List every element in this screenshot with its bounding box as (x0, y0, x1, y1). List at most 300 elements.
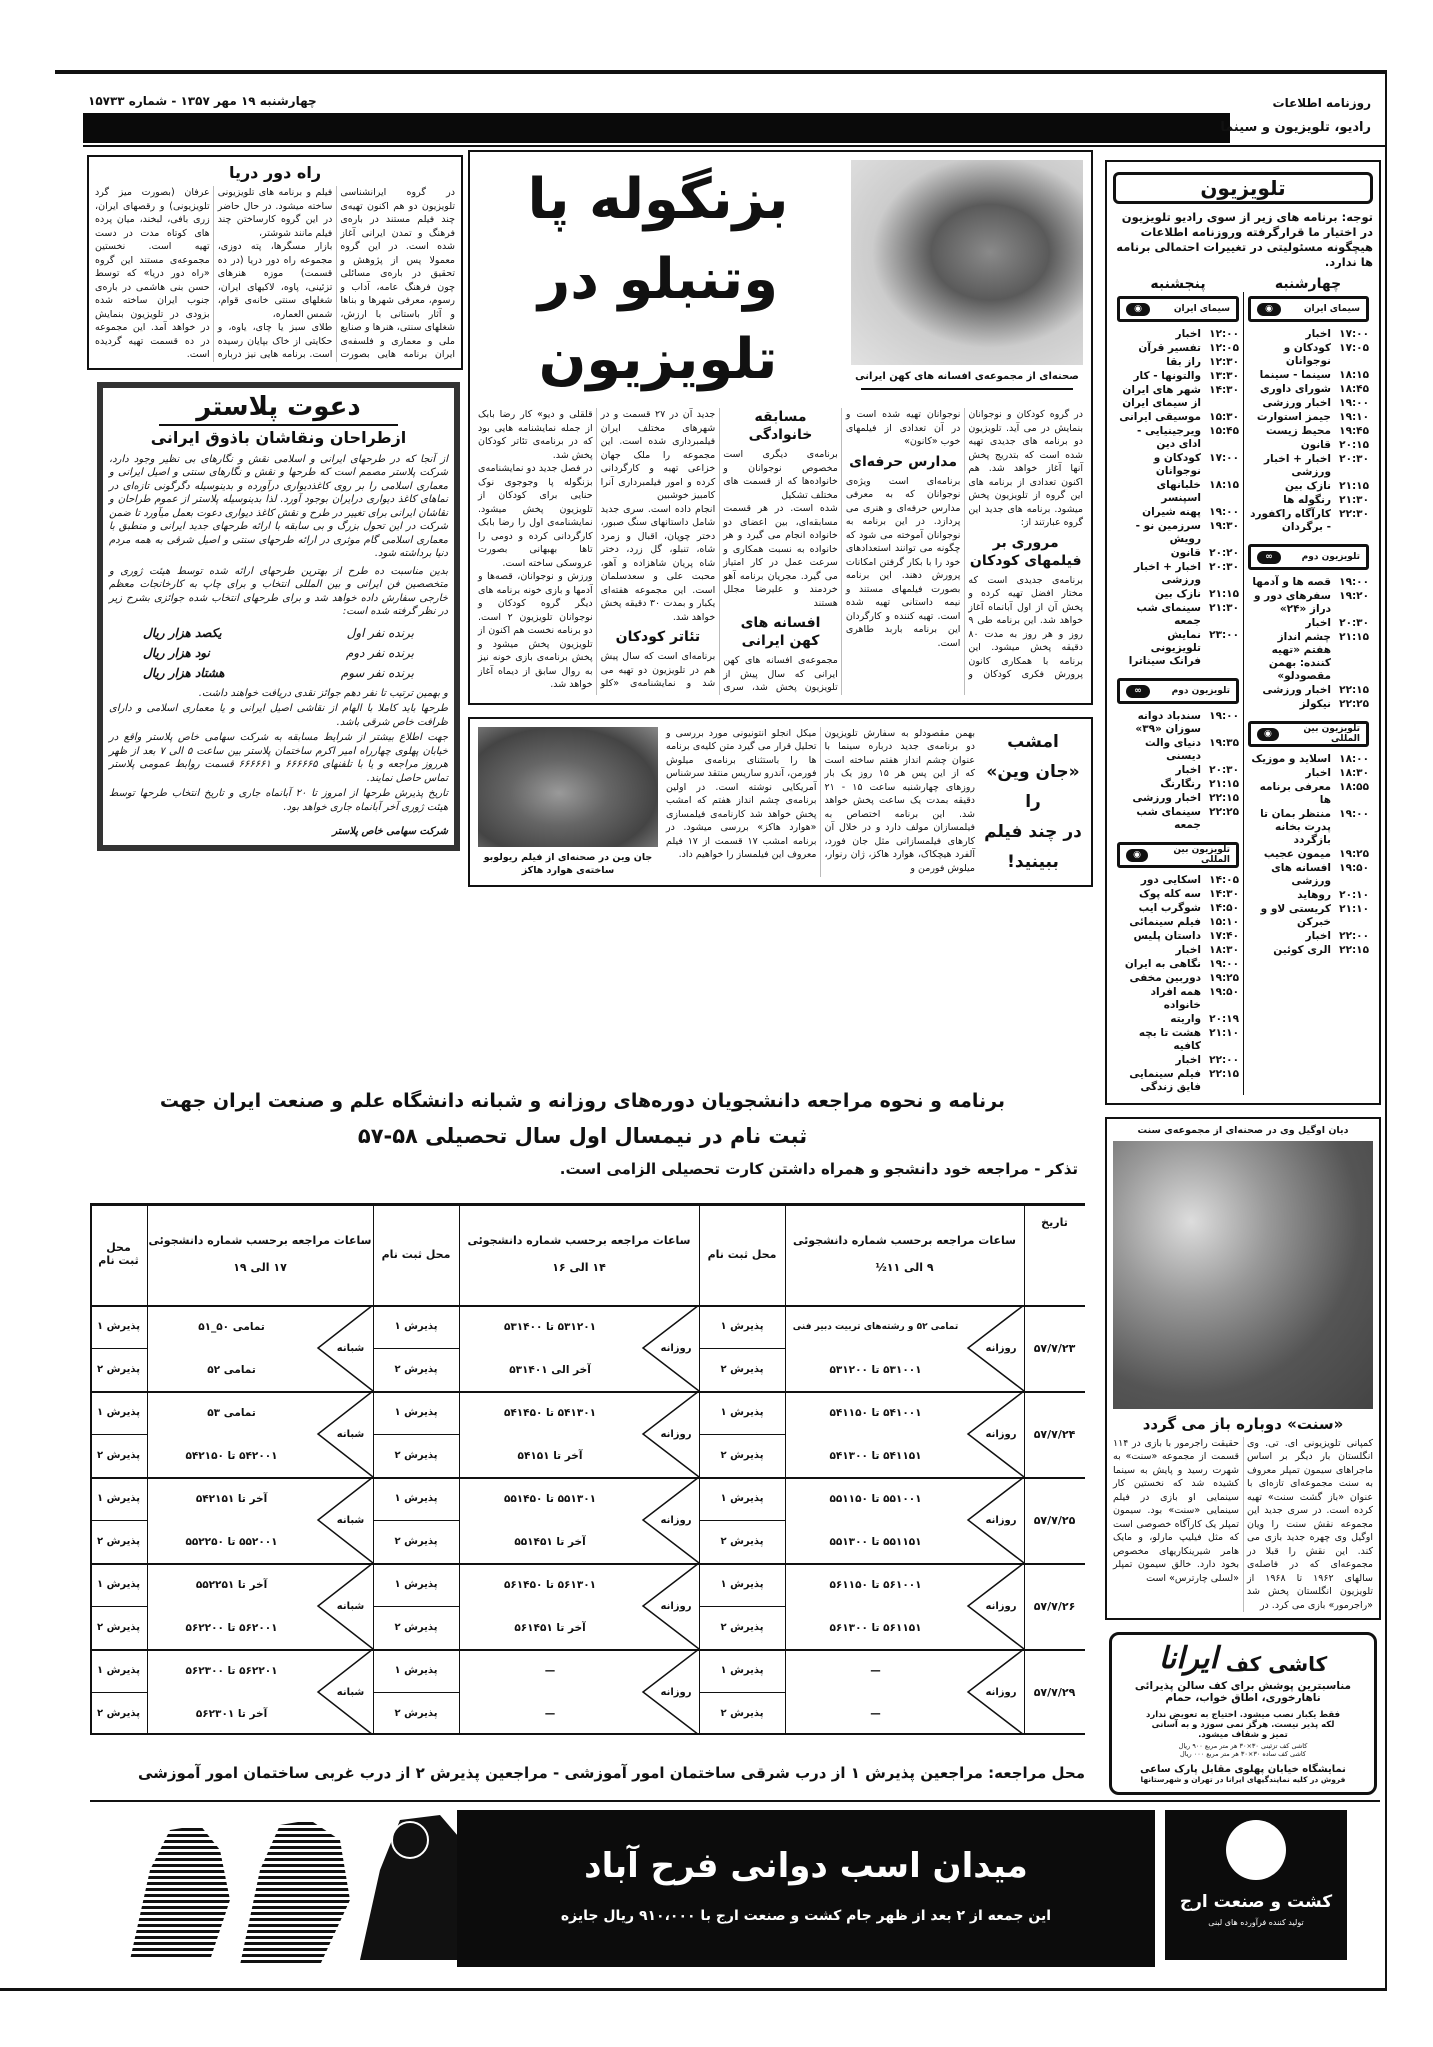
reception-desk: پذیرش ۱ (394, 1493, 438, 1504)
feature-lead: در گروه کودکان و نوجوانان بنمایش در می آید. تلویزیون دو برنامه های جدیدی تهیه شده است که بتدریج پخش آنها آغاز خواهد شد. هم اکنون تعدادی از برنامه های این گروه از تلویزیون پخش میشود. برنامه های جدید این گروه عبارتند از: (968, 409, 1083, 528)
registration-title-2: ثبت نام در نیمسال اول سال تحصیلی ۵۸-۵۷ (357, 1124, 808, 1148)
program-row (1117, 425, 1239, 451)
program-title: اخبار ورزشی (1132, 792, 1201, 804)
session-type: روزانه (985, 1600, 1017, 1612)
date-issue: چهارشنبه ۱۹ مهر ۱۳۵۷ - شماره ۱۵۷۳۳ (88, 94, 317, 108)
program-time: ۲۰:۳۰ (1339, 453, 1369, 465)
race-ad (110, 1810, 1350, 1970)
saint-article (1105, 1117, 1381, 1620)
program-row (1117, 1068, 1239, 1094)
program-time: ۱۹:۲۰ (1339, 590, 1369, 602)
program-row (1248, 480, 1369, 493)
student-number-range: آخر الی ۵۳۱۴۰۱ (509, 1363, 591, 1376)
registration-note: تذکر - مراجعه خود دانشجو و همراه داشتن کارت تحصیلی الزامی است. (559, 1160, 1078, 1178)
caption-rule (861, 388, 1073, 390)
kashi-price-2: کاشی کف ساده ۳۰×۳۰ هر متر مربع ۰۰۰ ریال (1180, 1750, 1306, 1758)
program-time: ۱۸:۴۵ (1339, 383, 1369, 395)
student-number-range: تمامی ۵۳ (207, 1406, 256, 1419)
program-title: کارآگاه راکفورد - برگردان (1250, 508, 1331, 533)
program-row (1117, 384, 1239, 410)
program-time: ۱۸:۱۵ (1209, 479, 1239, 491)
program-row (1117, 1013, 1239, 1026)
tv-columns (1113, 292, 1373, 1095)
program-time: ۱۹:۰۰ (1339, 397, 1369, 409)
program-row (1117, 328, 1239, 341)
program-row (1117, 479, 1239, 505)
program-time: ۱۷:۰۰ (1339, 328, 1369, 340)
program-row (1248, 631, 1369, 683)
student-number-range: — (870, 1707, 881, 1720)
program-row (1117, 710, 1239, 736)
title-line: امشب (1007, 731, 1059, 752)
title-line: «جان وین» را (986, 761, 1080, 812)
session-type: روزانه (660, 1600, 692, 1612)
program-row (1117, 452, 1239, 478)
program-title: ویرجینیایی - ادای دین (1137, 425, 1201, 450)
student-number-range: آخر تا ۵۶۱۴۵۱ (514, 1621, 586, 1634)
channel-header (1248, 544, 1369, 570)
column-heading: مسابقه خانوادگی (748, 409, 813, 443)
program-title: افسانه های ورزشی (1271, 862, 1331, 887)
program-time: ۲۲:۱۵ (1339, 944, 1369, 956)
reception-desk: پذیرش ۲ (720, 1536, 764, 1547)
reception-desk: پذیرش ۲ (97, 1708, 140, 1719)
top-rule (55, 70, 1385, 74)
program-row (1248, 889, 1369, 902)
prize-rank: برنده نفر دوم (345, 645, 414, 660)
program-time: ۲۰:۱۹ (1209, 1013, 1239, 1025)
student-number-range: ۵۴۱۳۰۱ تا ۵۴۱۴۵۰ (503, 1406, 597, 1419)
reception-desk: پذیرش ۱ (97, 1407, 140, 1418)
program-title: اخبار (1305, 767, 1331, 779)
program-title: قانون (1170, 547, 1201, 559)
article-col-3: طلای سبز یا چای، یاوه، و حکایتی از خاک بپایان رسیده است. برنامه هایی نیز درباره عرفان (بصورت میز گرد تلویزیونی) و رقصهای ایران، زری بافی، لبخند، میان پرده های کوتاه مدت در دست تهیه است. نخستین مجموعه‌ی مستند این گروه «راه دور دریا» که توسط حسن بنی هاشمی در باره‌ی جنوب ایران ساخته شده بزودی در تلویزیون بنمایش در خواهد آمد. این مجموعه در ده قسمت تهیه گردیده است. (95, 187, 333, 360)
program-row (1117, 888, 1239, 901)
channel-header (1117, 678, 1239, 704)
student-number-range: ۵۶۱۱۵۱ تا ۵۶۱۳۰۰ (829, 1621, 922, 1634)
program-title: سینمای شب جمعه (1136, 806, 1201, 831)
ad-para-6: تاریخ پذیرش طرحها از امروز تا ۲۰ آبانماه جاری و تاریخ انتخاب طرحها توسط هیئت ژوری آخر آبانماه جاری خواهد بود. (109, 788, 449, 813)
kashi-header (1116, 1641, 1370, 1676)
row-date: ۵۷/۷/۲۶ (1033, 1599, 1076, 1613)
program-row (1117, 520, 1239, 546)
prize-amount: نود هزار ریال (143, 645, 210, 660)
row-date: ۵۷/۷/۲۹ (1033, 1685, 1076, 1699)
program-time: ۱۸:۰۰ (1339, 753, 1369, 765)
program-title: چشم انداز هفتم «تهیه کننده: بهمن مقصودلو» (1268, 631, 1331, 682)
hours-slot: ۱۷ الی ۱۹ (233, 1261, 287, 1274)
sponsor-name: کشت و صنعت ارج (1179, 1892, 1333, 1912)
footer-rule (90, 1800, 1380, 1802)
program-title: اخبار (1175, 944, 1201, 956)
program-title: محیط زیست (1265, 425, 1331, 437)
program-row (1117, 930, 1239, 943)
program-time: ۲۳:۰۰ (1209, 629, 1239, 641)
channel-name: سیمای ایران (1303, 304, 1360, 314)
program-title: اخبار (1305, 617, 1331, 629)
ad-para-5: جهت اطلاع بیشتر از شرایط مسابقه به شرکت سهامی خاص پلاستر واقع در خیابان پهلوی چهارراه امیر اکرم ساختمان پلاستر بین ساعت ۵ الی ۷ بعد از ظهر هرروز مراجعه و یا با تلفنهای ۶۶۶۶۶۵ و ۶۶۶۶۶۱ قسمت روابط عمومی پلاستر تماس حاصل نمایند. (109, 732, 449, 784)
john-wayne-caption: جان وین در صحنه‌ای از فیلم ریولوبو ساخته‌ی هوارد هاکز (483, 851, 653, 876)
headline-line-1: بزنگوله پا (527, 167, 789, 232)
program-time: ۱۲:۰۵ (1209, 342, 1239, 354)
program-time: ۱۳:۳۰ (1209, 370, 1239, 382)
session-type: روزانه (660, 1428, 692, 1440)
column-text: برنامه‌ی دیگری است مخصوص نوجوانان و خانواده‌ها که از قسمت های مختلف تشکیل (723, 449, 838, 501)
saint-photo (1113, 1141, 1373, 1409)
channel-name: تلویزیون بین المللی (1303, 724, 1360, 744)
john-wayne-title (983, 727, 1083, 877)
table-divider (90, 1606, 147, 1607)
program-row (1248, 781, 1369, 807)
table-divider (90, 1520, 147, 1521)
program-title: شهر های ایران از سیمای ایران (1122, 384, 1201, 409)
table-divider (373, 1692, 459, 1693)
header-place: محل ثبت نام (707, 1247, 777, 1261)
session-type: شبانه (336, 1600, 365, 1612)
program-row (1117, 792, 1239, 805)
program-title: قانون (1300, 439, 1331, 451)
program-title: معرفی برنامه ها (1259, 781, 1331, 806)
program-title: اخبار (1175, 1054, 1201, 1066)
program-title: سندباد دوانه سوزان «۳۹» (1135, 710, 1201, 735)
program-row (1248, 453, 1369, 479)
program-title: فیلم سینمایی فایق زندگی (1129, 1068, 1201, 1093)
channel-header (1117, 296, 1239, 322)
reception-desk: پذیرش ۲ (720, 1708, 764, 1719)
program-time: ۱۸:۵۵ (1339, 781, 1369, 793)
reception-desk: پذیرش ۲ (394, 1536, 438, 1547)
program-row (1248, 369, 1369, 382)
program-title: داستان پلیس (1133, 930, 1201, 942)
program-title: نیکولز (1299, 698, 1331, 710)
sponsor-logo-box (1165, 1810, 1347, 1960)
program-time: ۲۰:۲۰ (1209, 547, 1239, 559)
saint-text (1113, 1437, 1373, 1613)
table-divider (90, 1692, 147, 1693)
article-title: راه دور دریا (228, 163, 322, 182)
program-row (1248, 439, 1369, 452)
wednesday-schedule (1243, 292, 1373, 1095)
row-date: ۵۷/۷/۲۳ (1033, 1341, 1076, 1355)
column-heading: افسانه های کهن ایرانی (740, 615, 821, 649)
program-title: الری کوئین (1273, 944, 1331, 956)
session-type: روزانه (985, 1428, 1017, 1440)
program-title: کریستی لاو و خبرکن (1260, 903, 1331, 928)
john-wayne-col-1: بهمن مقصودلو به سفارش تلویزیون دو برنامه‌ی جدید درباره سینما با عنوان چشم انداز هفتم ساخته است که از این پس هر ۱۵ روز یک بار روزهای چهارشنبه ساعت ۱۵ - ۲۱ دقیقه بمدت یک ساعت پخش خواهد شد. این برنامه اختصاص به فیلمسازان مولف دارد و در خلال آن کارهای فیلمسازانی مثل جان فورد، آلفرد هیچکاک، هوارد هاکز، ژان رنوار، میلوش فورمن و (824, 727, 975, 874)
program-time: ۱۹:۵۰ (1209, 986, 1239, 998)
program-row (1117, 342, 1239, 355)
right-border (1385, 70, 1387, 1990)
program-time: ۲۲:۲۵ (1209, 806, 1239, 818)
program-time: ۱۹:۰۰ (1339, 808, 1369, 820)
program-time: ۱۵:۱۰ (1209, 916, 1239, 928)
program-time: ۲۲:۱۵ (1339, 684, 1369, 696)
session-type: روزانه (660, 1342, 692, 1354)
program-time: ۲۲:۰۰ (1339, 930, 1369, 942)
program-time: ۱۵:۴۵ (1209, 425, 1239, 437)
program-row (1248, 508, 1369, 534)
program-title: سه کله پوک (1138, 888, 1201, 900)
program-title: همه افراد خانواده (1150, 986, 1201, 1011)
program-title: هشت تا بچه کافیه (1138, 1027, 1201, 1052)
reception-desk: پذیرش ۲ (97, 1450, 140, 1461)
john-wayne-col-2: میکل انجلو انتونیونی مورد بررسی و تحلیل قرار می گیرد متن کلیه‌ی برنامه ها را باستثنای برنامه‌ی میلوش فورمن، آندرو ساریس منتقد سرشناس آمریکایی نوشته است. در اولین برنامه‌ی چشم انداز هفتم که امشب پخش خواهد شد کارنامه‌ی فیلمسازی «هوارد هاکز» بررسی میشود. در برنامه امشب ۱۷ قسمت از ۱۷ فیلم معروف این فیلمساز را خواهیم داد. (666, 727, 817, 860)
program-time: ۱۸:۱۵ (1339, 369, 1369, 381)
session-type: شبانه (336, 1686, 365, 1698)
program-title: کودکان و نوجوانان (1283, 342, 1331, 367)
sponsor-tagline: تولید کننده فرآورده های لبنی (1208, 1918, 1304, 1927)
ad-signature: شرکت سهامی خاص پلاستر (332, 826, 448, 837)
student-number-range: ۵۶۱۰۰۱ تا ۵۶۱۱۵۰ (829, 1578, 922, 1591)
program-row (1117, 778, 1239, 791)
program-time: ۱۴:۰۵ (1209, 874, 1239, 886)
program-title: نمایش تلویزیونی فرانک سیناترا (1128, 629, 1201, 667)
program-row (1248, 944, 1369, 957)
program-time: ۱۹:۵۰ (1339, 862, 1369, 874)
program-time: ۱۸:۳۰ (1339, 767, 1369, 779)
program-row (1117, 916, 1239, 929)
program-time: ۱۷:۰۰ (1209, 452, 1239, 464)
program-title: اخبار (1175, 764, 1201, 776)
prize-list (143, 623, 414, 683)
program-row (1248, 930, 1369, 943)
program-row (1248, 617, 1369, 630)
program-row (1117, 588, 1239, 601)
program-time: ۲۲:۱۵ (1209, 792, 1239, 804)
hours-slot: ۹ الی ۱۱½ (875, 1261, 934, 1274)
kashi-line-3: فقط یکبار نصب میشود. احتیاج به تعویض ندارد (1145, 1710, 1341, 1720)
program-row (1248, 808, 1369, 847)
program-row (1117, 944, 1239, 957)
reception-desk: پذیرش ۲ (97, 1536, 140, 1547)
program-title: میمون عجیب (1263, 848, 1331, 860)
table-divider (90, 1434, 147, 1435)
student-number-range: تمامی ۵۲ (207, 1363, 256, 1376)
student-number-range: آخر تا ۵۵۲۲۵۱ (195, 1578, 268, 1591)
program-time: ۲۱:۱۵ (1339, 631, 1369, 643)
column-text: در فصل جدید دو نمایشنامه‌ی بزنگوله پا وجوجوی نوک حنایی برای کودکان از تلویزیون پخش میشود. نمایشنامه‌ی اول را رضا بابک کارگردانی کرده و دومی را تاها بهبهانی بصورت عروسکی ساخته است. (478, 463, 593, 569)
tv-title-box (1113, 172, 1373, 204)
photo-caption: صحنه‌ای از مجموعه‌ی افسانه های کهن ایرانی (855, 371, 1079, 382)
john-wayne-box (468, 717, 1093, 887)
reception-desk: پذیرش ۱ (720, 1321, 764, 1332)
table-divider (373, 1520, 459, 1521)
program-row (1117, 874, 1239, 887)
program-time: ۱۴:۳۰ (1209, 384, 1239, 396)
program-time: ۲۰:۳۰ (1339, 617, 1369, 629)
irana-logo: ایرانا (1158, 1641, 1218, 1676)
program-time: ۱۹:۲۵ (1209, 972, 1239, 984)
headline-line-2: وتنبلو در (538, 247, 778, 312)
program-row (1248, 411, 1369, 424)
program-row (1117, 547, 1239, 560)
channel-name: تلویزیون بین المللی (1173, 845, 1230, 865)
tv-schedule-box (1105, 160, 1381, 1105)
program-row (1248, 862, 1369, 888)
kashi-showroom: نمایشگاه خیابان پهلوی مقابل پارک ساعی (1140, 1764, 1346, 1775)
program-title: نگاهی به ایران (1124, 958, 1201, 970)
program-row (1117, 506, 1239, 519)
program-row (1248, 328, 1369, 341)
program-title: اسکایی دور (1140, 874, 1201, 886)
tv-day-headers (1113, 276, 1373, 292)
reception-desk: پذیرش ۱ (97, 1321, 140, 1332)
middle-column (468, 150, 1093, 887)
program-time: ۱۹:۲۵ (1339, 848, 1369, 860)
channel-logo-icon: ◉ (1126, 303, 1150, 316)
program-row (1117, 806, 1239, 832)
student-number-range: تمامی ۵۰_۵۱ (198, 1320, 265, 1333)
student-number-range: آخر تا ۵۴۲۱۵۱ (195, 1492, 268, 1505)
reception-desk: پذیرش ۲ (394, 1450, 438, 1461)
prize-amount: یکصد هزار ریال (143, 625, 222, 640)
program-row (1117, 602, 1239, 628)
student-number-range: ۵۶۲۲۰۱ تا ۵۶۲۳۰۰ (185, 1664, 278, 1677)
thursday-schedule (1113, 292, 1243, 1095)
kashi-price-1: کاشی کف تزئینی ۳۰×۳۰ هر متر مربع ۹۰۰ ریال (1178, 1742, 1308, 1750)
student-number-range: — (870, 1664, 881, 1677)
student-number-range: ۵۵۱۰۰۱ تا ۵۵۱۱۵۰ (829, 1492, 922, 1505)
reception-desk: پذیرش ۲ (720, 1622, 764, 1633)
hours-label: ساعات مراجعه برحسب شماره دانشجوئی (793, 1234, 1016, 1247)
program-time: ۲۱:۱۵ (1209, 588, 1239, 600)
headline-feature (468, 150, 1093, 705)
table-divider (699, 1434, 785, 1435)
feature-top (478, 160, 1083, 400)
program-title: منتظر بمان تا پدرت بخانه بازگردد (1260, 808, 1331, 846)
right-column (1105, 160, 1381, 1795)
program-title: اخبار ورزشی (1262, 684, 1331, 696)
program-title: سفرهای دور و دراز «۲۴» (1253, 590, 1331, 615)
row-date: ۵۷/۷/۲۴ (1033, 1427, 1076, 1441)
program-title: فیلم سینمائی (1129, 916, 1201, 928)
registration-title-1: برنامه و نحوه مراجعه دانشجویان دوره‌های روزانه و شبانه دانشگاه علم و صنعت ایران جهت (159, 1090, 1006, 1112)
reception-desk: پذیرش ۱ (720, 1665, 764, 1676)
program-row (1248, 590, 1369, 616)
row-date: ۵۷/۷/۲۵ (1033, 1513, 1076, 1527)
program-time: ۱۹:۱۰ (1339, 411, 1369, 423)
student-number-range: ۵۶۲۰۰۱ تا ۵۶۲۲۰۰ (185, 1621, 278, 1634)
reception-desk: پذیرش ۱ (97, 1493, 140, 1504)
column-text: برنامه‌ی جدیدی است که مختار افضل تهیه کرده و پخش آن از اول آبانماه آغاز خواهد شد. این برنامه طی ۹ روز و هر روز به مدت ۸۰ دقیقه پخش میشود. این برنامه با همکاری کانون پرورش فکری کودکان و نوجوانان تهیه شده است و در آن تعدادی از فیلمهای خوب «کانون» (845, 409, 1083, 680)
program-title: اخبار (1305, 930, 1331, 942)
reception-desk: پذیرش ۱ (394, 1665, 438, 1676)
program-title: دنیای والت دیسنی (1144, 737, 1201, 762)
column-heading: مروری بر فیلمهای کودکان (969, 534, 1082, 569)
channel-logo-icon: ∞ (1257, 551, 1281, 564)
ad-para-3: و بهمین ترتیب تا نفر دهم جوائز نقدی دریافت خواهند داشت. (198, 687, 448, 699)
program-title: رنگوله ها (1283, 494, 1331, 506)
article-columns (95, 186, 455, 362)
bottom-rule (0, 1988, 1387, 1991)
program-title: اخبار + اخبار ورزشی (1264, 453, 1331, 478)
reception-desk: پذیرش ۲ (720, 1364, 764, 1375)
session-type: روزانه (660, 1514, 692, 1526)
race-ad-title: میدان اسب دوانی فرح آباد (584, 1846, 1028, 1886)
kashi-title: کاشی کف (1225, 1652, 1328, 1676)
program-time: ۱۹:۰۰ (1339, 576, 1369, 588)
program-time: ۱۲:۳۰ (1209, 356, 1239, 368)
header-hours (147, 1203, 373, 1305)
student-number-range: ۵۴۱۰۰۱ تا ۵۴۱۱۵۰ (829, 1406, 922, 1419)
student-number-range: ۵۵۱۳۰۱ تا ۵۵۱۴۵۰ (503, 1492, 597, 1505)
student-number-range: ۵۵۲۰۰۱ تا ۵۵۲۲۵۰ (185, 1535, 278, 1548)
program-title: جیمز استوارت (1256, 411, 1331, 423)
headline-line-3: تلویزیون (538, 327, 778, 392)
program-row (1117, 958, 1239, 971)
section-banner (83, 113, 1230, 143)
reception-desk: پذیرش ۱ (97, 1579, 140, 1590)
program-time: ۲۱:۱۰ (1209, 1027, 1239, 1039)
hours-slot: ۱۴ الی ۱۶ (552, 1261, 606, 1274)
channel-logo-icon: ◉ (1126, 849, 1148, 862)
program-time: ۲۲:۰۰ (1209, 1054, 1239, 1066)
channel-name: تلویزیون دوم (1301, 552, 1360, 562)
program-title: اخبار ورزشی (1262, 397, 1331, 409)
reception-desk: پذیرش ۱ (720, 1407, 764, 1418)
program-title: تفسیر قرآن (1138, 342, 1201, 354)
section-title: رادیو، تلویزیون و سینما (1220, 120, 1371, 135)
registration-footer: محل مراجعه: مراجعین پذیرش ۱ از درب شرقی ساختمان امور آموزشی - مراجعین پذیرش ۲ از درب غربی ساختمان امور آموزشی (137, 1764, 1085, 1782)
program-time: ۱۲:۰۰ (1209, 328, 1239, 340)
kashi-line-2: ناهارخوری، اطاق خواب، حمام (1165, 1692, 1321, 1704)
student-number-range: ۵۶۱۳۰۱ تا ۵۶۱۴۵۰ (503, 1578, 597, 1591)
channel-name: سیمای ایران (1173, 304, 1230, 314)
channel-logo-icon: ◉ (1257, 728, 1279, 741)
column-text: مجموعه‌ی افسانه های کهن ایرانی که سال پیش از تلویزیون پخش شد، سری جدید آن در ۲۷ قسمت و در شهرهای مختلف ایران فیلمبرداری شده است. این مجموعه را ملک جهان خزاعی تهیه و کارگردانی کرده و امور فیلمبرداری آنرا کامبیز خوشبین (600, 409, 838, 693)
program-time: ۱۹:۳۰ (1209, 520, 1239, 532)
ad-title: دعوت پلاستر (196, 391, 361, 422)
ad-para-4: طرحها باید کاملا با الهام از نقاشی اصیل ایرانی و یا معماری اسلامی و دارای ظرافت خاص شرقی باشد. (109, 703, 448, 728)
hours-label: ساعات مراجعه برحسب شماره دانشجوئی (467, 1234, 691, 1247)
table-divider (699, 1520, 785, 1521)
tv-title: تلویزیون (1200, 176, 1286, 200)
program-row (1248, 397, 1369, 410)
program-time: ۲۰:۱۵ (1339, 439, 1369, 451)
program-row (1117, 1027, 1239, 1053)
reception-desk: پذیرش ۱ (720, 1493, 764, 1504)
program-title: پهنه شیران (1142, 506, 1201, 518)
channel-header (1248, 296, 1369, 322)
reception-desk: پذیرش ۲ (394, 1622, 438, 1633)
program-row (1117, 764, 1239, 777)
tv-notice: توجه: برنامه های زیر از سوی رادیو تلویزیون در اختیار ما قرارگرفته وروزنامه اطلاعات هیچگونه مسئولیتی در تغییرات احتمالی برنامه ها ندارد. (1116, 210, 1373, 269)
program-row (1248, 684, 1369, 697)
day-thursday: پنجشنبه (1150, 276, 1206, 292)
student-number-range: — (544, 1664, 556, 1677)
prize-amount: هشتاد هزار ریال (143, 665, 225, 680)
channel-logo-icon: ◉ (1257, 303, 1281, 316)
header-date: تاریخ (1041, 1215, 1068, 1229)
reception-desk: پذیرش ۱ (394, 1579, 438, 1590)
feature-photo-block (851, 160, 1083, 400)
program-time: ۱۴:۳۰ (1209, 888, 1239, 900)
program-row (1117, 986, 1239, 1012)
channel-logo-icon: ∞ (1126, 685, 1150, 698)
program-row (1117, 411, 1239, 424)
program-time: ۲۱:۳۰ (1209, 602, 1239, 614)
plaster-ad (97, 382, 460, 852)
table-divider (373, 1434, 459, 1435)
program-time: ۲۰:۳۰ (1209, 764, 1239, 776)
program-time: ۲۲:۲۵ (1339, 698, 1369, 710)
reception-desk: پذیرش ۲ (720, 1450, 764, 1461)
prize-row (143, 643, 414, 663)
student-number-range: آخر تا ۵۶۲۳۰۱ (195, 1707, 268, 1720)
program-row (1248, 383, 1369, 396)
program-time: ۲۲:۳۰ (1339, 508, 1369, 520)
program-title: قصه ها و آدمها (1252, 576, 1331, 588)
